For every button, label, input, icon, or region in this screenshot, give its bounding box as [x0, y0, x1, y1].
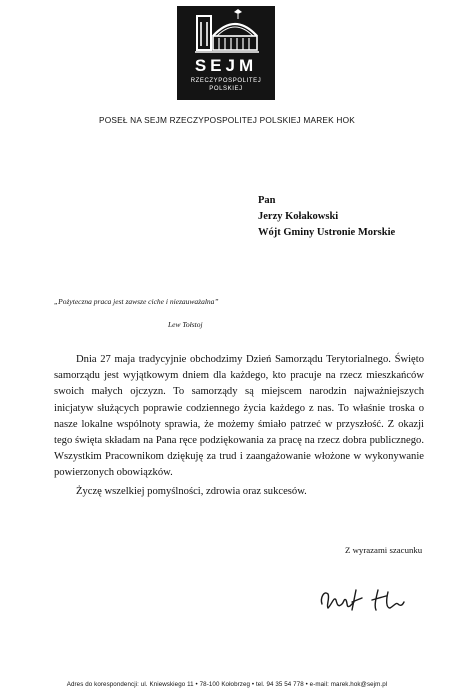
epigraph-quote: „Pożyteczna praca jest zawsze ciche i niezauważalna” — [54, 297, 219, 306]
handwritten-signature — [316, 582, 412, 616]
body-paragraph-2: Życzę wszelkiej pomyślności, zdrowia oraz sukcesów. — [76, 485, 307, 497]
recipient-block — [258, 193, 395, 241]
letterhead-title: POSEŁ NA SEJM RZECZYPOSPOLITEJ POLSKIEJ MAREK HOK — [98, 115, 355, 125]
logo-subtitle-line1: RZECZYPOSPOLITEJ — [190, 78, 262, 84]
recipient-position: Wójt Gminy Ustronie Morskie — [258, 227, 396, 238]
sejm-logo — [177, 6, 275, 100]
epigraph-author: Lew Tołstoj — [168, 320, 203, 329]
letter-body — [54, 352, 424, 500]
logo-name: SEJM — [194, 56, 258, 75]
body-paragraph-1: Dnia 27 maja tradycyjnie obchodzimy Dzień Samorządu Terytorialnego. Święto samorządu jest wyjątkowym dniem dla każdego, kto pracuje na rzecz mieszkańców swoich małych ojczyzn. To samorządy są miejscem narodzin najważniejszych inicjatyw służących poprawie codziennego życia każdego z nas. To właśnie troska o nasze lokalne wspólnoty sprawia, że możemy śmiało patrzeć w przyszłość. Z okazji tego święta składam na Pana ręce podziękowania za pracę na rzecz dobra publicznego. Wszystkim Pracownikom dziękuję za trud i zaangażowanie włożone w wykonywanie powierzonych obowiązków. — [54, 354, 424, 479]
recipient-salutation: Pan — [258, 195, 276, 206]
closing-phrase: Z wyrazami szacunku — [345, 545, 423, 555]
logo-subtitle-line2: POLSKIEJ — [209, 86, 243, 92]
footer-address: Adres do korespondencji: ul. Kniewskiego 11 • 78-100 Kołobrzeg • tel. 94 35 54 778 • e-mail: marek.hok@sejm.pl — [66, 681, 388, 688]
recipient-name: Jerzy Kołakowski — [258, 211, 339, 222]
sejm-building-icon — [177, 6, 275, 56]
